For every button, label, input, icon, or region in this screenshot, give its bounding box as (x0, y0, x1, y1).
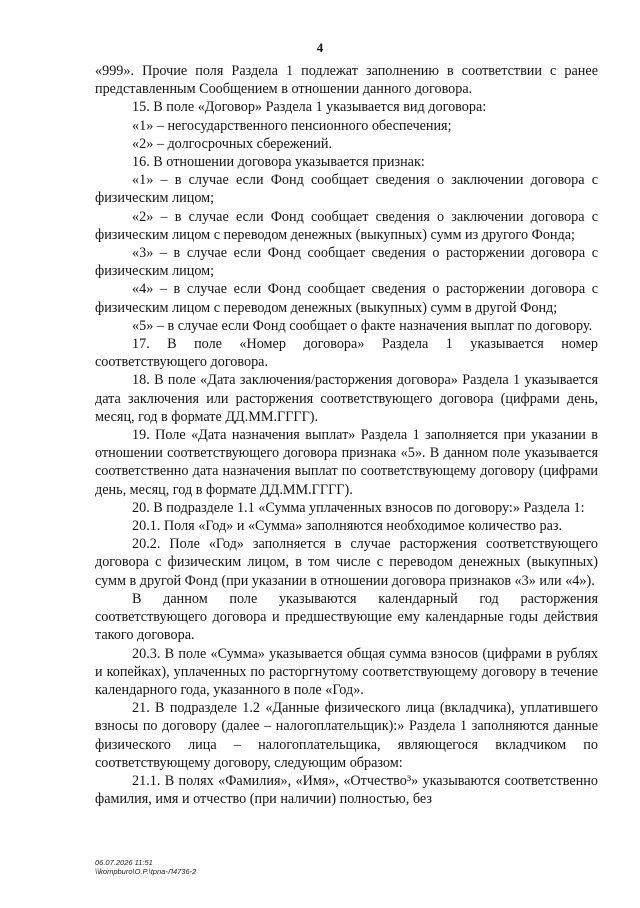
page-number: 4 (316, 40, 324, 55)
footer (95, 858, 196, 876)
paragraph: «1» – негосударственного пенсионного обеспечения; (132, 117, 452, 134)
document-body (95, 62, 598, 808)
paragraph: 20.3. В поле «Сумма» указывается общая сумма взносов (цифрами в рублях и копейках), уплаченных по расторгнутому соответствующему договору в течение календарного года, указанного в поле «Год». (95, 645, 598, 698)
paragraph: «3» – в случае если Фонд сообщает сведения о расторжении договора с физическим лицом; (95, 245, 598, 280)
paragraph: 20.1. Поля «Год» и «Сумма» заполняются необходимое количество раз. (132, 518, 563, 535)
paragraph: «1» – в случае если Фонд сообщает сведения о заключении договора с физическим лицом; (95, 172, 598, 207)
paragraph: «2» – в случае если Фонд сообщает сведения о заключении договора с физическим лицом с переводом денежных (выкупных) сумм из другого Фонда; (95, 208, 598, 243)
paragraph: 15. В поле «Договор» Раздела 1 указывается вид договора: (132, 99, 487, 116)
paragraph: 18. В поле «Дата заключения/расторжения договора» Раздела 1 указывается дата заключения или расторжения соответствующего договора (цифрами день, месяц, год в формате ДД.ММ.ГГГГ). (95, 372, 598, 425)
paragraph: «2» – долгосрочных сбережений. (132, 135, 333, 152)
paragraph: 21. В подразделе 1.2 «Данные физического лица (вкладчика), уплатившего взносы по договору (далее – налогоплательщик):» Раздела 1 заполняются данные физического лица – налогоплательщика, являющегося вкладчиком по соответствующему договору, следующим образом: (95, 700, 598, 771)
paragraph: 19. Поле «Дата назначения выплат» Раздела 1 заполняется при указании в отношении соответствующего договора признака «5». В данном поле указывается соответственно дата назначения выплат по соответствующему договору (цифрами день, месяц, год в формате ДД.ММ.ГГГГ). (95, 427, 598, 498)
paragraph: 16. В отношении договора указывается признак: (132, 154, 425, 171)
paragraph: 20.2. Поле «Год» заполняется в случае расторжения соответствующего договора с физическим лицом, в том числе с переводом денежных (выкупных) сумм в другой Фонд (при указании в отношении договора признаков «3» или «4»). (95, 536, 598, 589)
paragraph: 20. В подразделе 1.1 «Сумма уплаченных взносов по договору:» Раздела 1: (132, 499, 585, 516)
paragraph: В данном поле указываются календарный год расторжения соответствующего договора и предшествующие ему календарные годы действия такого договора. (95, 590, 598, 644)
paragraph: «4» – в случае если Фонд сообщает сведения о расторжении договора с физическим лицом с переводом денежных (выкупных) сумм в другой Фонд; (95, 281, 598, 316)
paragraph: «5» – в случае если Фонд сообщает о факте назначения выплат по договору. (132, 317, 593, 334)
paragraph: 21.1. В полях «Фамилия», «Имя», «Отчество³» указываются соответственно фамилия, имя и отчество (при наличии) полностью, без (95, 772, 598, 808)
paragraph: «999». Прочие поля Раздела 1 подлежат заполнению в соответствии с ранее представленным Сообщением в отношении данного договора. (95, 63, 598, 98)
print-timestamp: 06.07.2026 11:51 (95, 858, 153, 867)
paragraph: 17. В поле «Номер договора» Раздела 1 указывается номер соответствующего договора. (95, 336, 598, 371)
file-path: \\kompburo\O.P.\tpna-Л4736-2 (95, 867, 197, 876)
